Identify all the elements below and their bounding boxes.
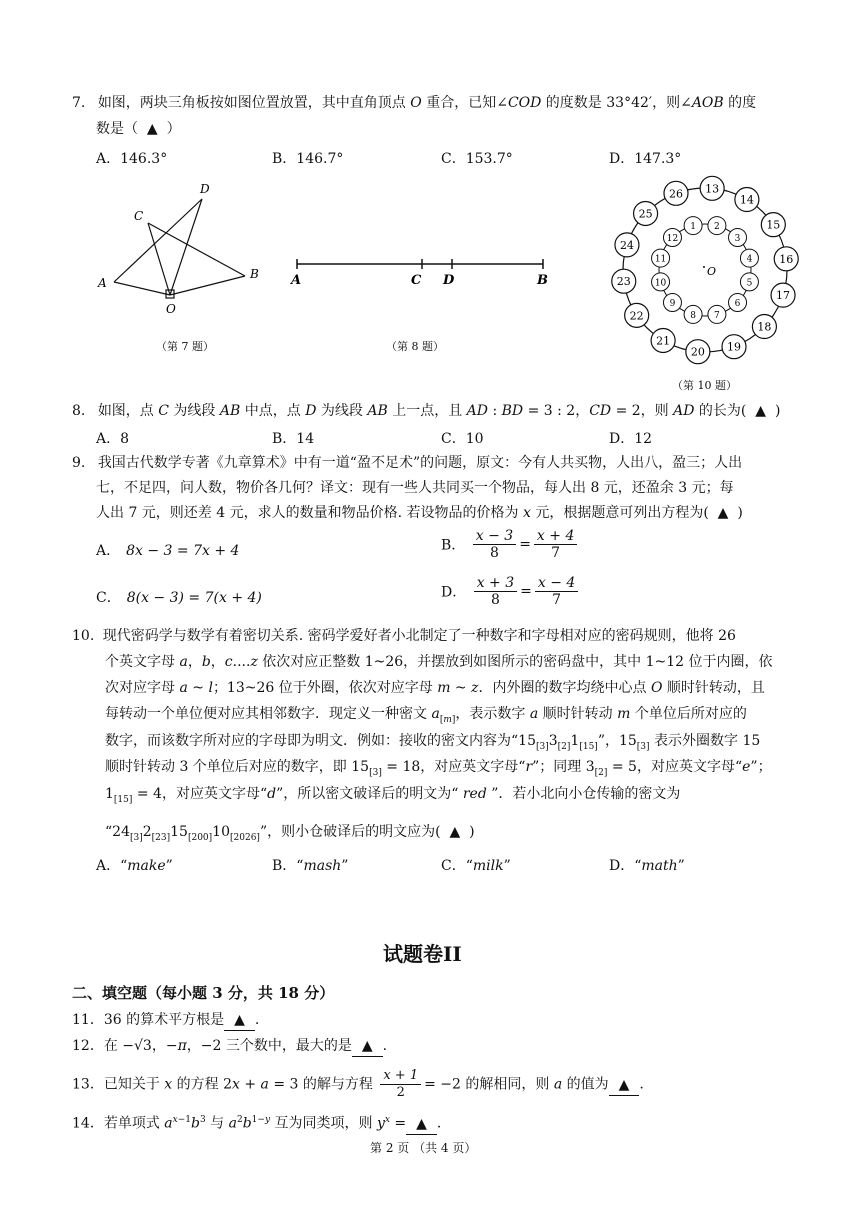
section-heading-fill-in: 二、填空题（每小题 3 分，共 18 分） <box>72 984 335 1002</box>
svg-text:10: 10 <box>654 278 667 289</box>
label-d8: D <box>443 273 455 288</box>
outer-disk-cell <box>686 340 710 364</box>
inner-disk-cell <box>684 305 702 323</box>
q10-line8: “$24_{[3]}2_{[23]}15_{[200]}10_{[2026]}$”，则小仓破译后的明文应为( ▲ ) <box>105 824 475 843</box>
q10-line3: 次对应字母 a ~ l；13~26 位于外圈，依次对应字母 m ~ z．内外圈的数字均绕中心点 O 顺时针转动，且 <box>105 680 765 696</box>
label-a8: A <box>291 273 302 288</box>
svg-text:4: 4 <box>746 254 753 265</box>
q8-choice-a: A．8 <box>96 431 130 447</box>
outer-disk-cell <box>735 188 759 212</box>
svg-text:23: 23 <box>616 275 631 289</box>
inner-disk-cell <box>663 228 681 246</box>
outer-disk-cell <box>651 328 675 352</box>
q8-choice-d: D．12 <box>609 431 653 447</box>
svg-text:21: 21 <box>656 334 671 348</box>
figure-q8 <box>285 250 555 290</box>
q9-choice-d: D． $\frac{x + 3}{8}$ = $\frac{x - 4}{7}$ <box>441 575 581 608</box>
svg-text:26: 26 <box>668 187 683 201</box>
inner-disk-cell <box>652 249 670 267</box>
q9-choice-a: A． 8x − 3 = 7x + 4 <box>96 543 240 559</box>
svg-text:3: 3 <box>734 233 741 244</box>
svg-text:6: 6 <box>734 299 741 310</box>
disk-center-label: O <box>707 265 717 278</box>
q7-choice-b: B．146.7° <box>272 151 344 167</box>
outer-disk-cell <box>612 269 636 293</box>
svg-text:7: 7 <box>714 310 720 321</box>
q10-line4: 每转动一个单位便对应其相邻数字．现定义一种密文 $a_{[m]}$，表示数字 a 顺时针转动 m 个单位后所对应的 <box>105 706 747 725</box>
q10-line6: 顺时针转动 3 个单位后对应的数字，即 $15_{[3]} = 18$，对应英文字母“r”；同理 $3_{[2]} = 5$，对应英文字母“e”； <box>105 759 772 778</box>
svg-text:17: 17 <box>776 289 791 303</box>
svg-text:14: 14 <box>739 193 754 207</box>
outer-disk-cell <box>615 233 639 257</box>
q12: 12．在 −√3，−π，−2 三个数中，最大的是 ▲ . <box>72 1036 387 1057</box>
figure-q7 <box>90 175 270 325</box>
page-footer: 第 2 页 （共 4 页） <box>370 1141 477 1155</box>
q7-choice-c: C．153.7° <box>441 151 513 167</box>
outer-disk-cell <box>761 213 785 237</box>
svg-text:12: 12 <box>666 233 679 244</box>
q10-line5: 数字，而该数字所对应的字母即为明文．例如：接收的密文内容为“$15_{[3]}3_{[2]}1_{[15]}$”，$15_{[3]}$ 表示外圈数字 15 <box>105 733 761 752</box>
svg-text:1: 1 <box>690 222 696 233</box>
inner-disk-cell <box>708 305 726 323</box>
svg-text:5: 5 <box>746 278 753 289</box>
svg-text:25: 25 <box>638 207 653 221</box>
inner-disk-cell <box>729 294 747 312</box>
outer-disk-cell <box>771 283 795 307</box>
inner-disk-cell <box>708 217 726 235</box>
inner-disk-cell <box>663 294 681 312</box>
svg-text:9: 9 <box>669 299 676 310</box>
q10-choice-a: A．“make” <box>96 858 173 874</box>
svg-text:18: 18 <box>757 320 772 334</box>
inner-disk-cell <box>740 273 758 291</box>
q7-choice-a: A．146.3° <box>96 151 168 167</box>
q11: 11．36 的算术平方根是 ▲ . <box>72 1010 259 1031</box>
caption-q8: （第 8 题） <box>386 340 444 353</box>
disk-center-dot <box>703 266 705 268</box>
svg-text:20: 20 <box>690 345 705 359</box>
label-d: D <box>200 182 210 196</box>
figure-q10-cipher-disk <box>600 170 810 375</box>
outer-disk-cell <box>634 201 658 225</box>
inner-disk-cell <box>729 228 747 246</box>
q9-line1: 9. 我国古代数学专著《九章算术》中有一道“盈不足术”的问题，原文：今有人共买物，人出八，盈三；人出 <box>72 455 743 471</box>
q7-line1: 7. 如图，两块三角板按如图位置放置，其中直角顶点 O 重合，已知∠COD 的度数是 33°42′，则∠AOB 的度 <box>72 95 757 111</box>
outer-disk-cell <box>774 247 798 271</box>
inner-disk-cell <box>684 217 702 235</box>
q10-choice-b: B．“mash” <box>272 858 349 874</box>
caption-q10: （第 10 题） <box>672 379 737 392</box>
outer-disk-cell <box>722 335 746 359</box>
q10-choice-c: C．“milk” <box>441 858 511 874</box>
svg-text:24: 24 <box>619 238 634 252</box>
q9-line2: 七，不足四，问人数，物价各几何？译文：现有一些人共同买一个物品，每人出 8 元，还盈余 3 元；每 <box>96 480 734 496</box>
svg-text:13: 13 <box>705 182 720 196</box>
label-b: B <box>250 267 259 281</box>
svg-text:22: 22 <box>629 309 644 323</box>
q10-line1: 10. 现代密码学与数学有着密切关系. 密码学爱好者小北制定了一种数字和字母相对应的密码规则，他将 26 <box>72 628 736 644</box>
inner-disk-cell <box>652 273 670 291</box>
outer-disk-cell <box>625 303 649 327</box>
q8-choice-c: C．10 <box>441 431 484 447</box>
label-a: A <box>98 276 107 290</box>
svg-text:8: 8 <box>690 310 696 321</box>
label-b8: B <box>537 273 548 288</box>
q7-line2: 数是（ ▲ ） <box>96 121 181 137</box>
outer-disk-cell <box>752 315 776 339</box>
inner-disk-cell <box>740 249 758 267</box>
label-c8: C <box>411 273 422 288</box>
q9-line3: 人出 7 元，则还差 4 元，求人的数量和物品价格. 若设物品的价格为 x 元，根据题意可列出方程为( ▲ ) <box>96 505 743 521</box>
svg-text:16: 16 <box>779 252 794 266</box>
outer-disk-cell <box>700 176 724 200</box>
svg-text:2: 2 <box>714 222 720 233</box>
q8-choice-b: B．14 <box>272 431 315 447</box>
label-o: O <box>166 302 176 316</box>
q7-choice-d: D．147.3° <box>609 151 682 167</box>
outer-disk-cell <box>664 181 688 205</box>
q13: 13．已知关于 x 的方程 2x + a = 3 的解与方程 $\frac{x + 1}{2}$ = −2 的解相同，则 a 的值为 ▲ . <box>72 1068 644 1100</box>
svg-text:19: 19 <box>727 340 742 354</box>
paper-section-title: 试题卷II <box>383 942 462 966</box>
svg-text:15: 15 <box>766 218 781 232</box>
caption-q7: （第 7 题） <box>156 340 214 353</box>
q10-line7: $1_{[15]} = 4$，对应英文字母“d”，所以密文破译后的明文为“ red ”．若小北向小仓传输的密文为 <box>105 786 681 805</box>
q8-stem: 8. 如图，点 C 为线段 AB 中点，点 D 为线段 AB 上一点，且 AD : BD = 3 : 2，CD = 2，则 AD 的长为( ▲ ) <box>72 403 781 419</box>
q9-choice-b: B． $\frac{x - 3}{8}$ = $\frac{x + 4}{7}$ <box>441 528 580 561</box>
svg-text:11: 11 <box>654 254 667 265</box>
q10-choice-d: D．“math” <box>609 858 685 874</box>
q10-line2: 个英文字母 a，b，c....z 依次对应正整数 1~26，并摆放到如图所示的密码盘中，其中 1~12 位于内圈，依 <box>105 654 773 670</box>
label-c: C <box>134 209 144 223</box>
q9-choice-c: C． 8(x − 3) = 7(x + 4) <box>96 590 262 606</box>
q14: 14．若单项式 $a^{x-1}b^3$ 与 $a^2b^{1-y}$ 互为同类项，则 $y^x$ = ▲ . <box>72 1110 441 1135</box>
